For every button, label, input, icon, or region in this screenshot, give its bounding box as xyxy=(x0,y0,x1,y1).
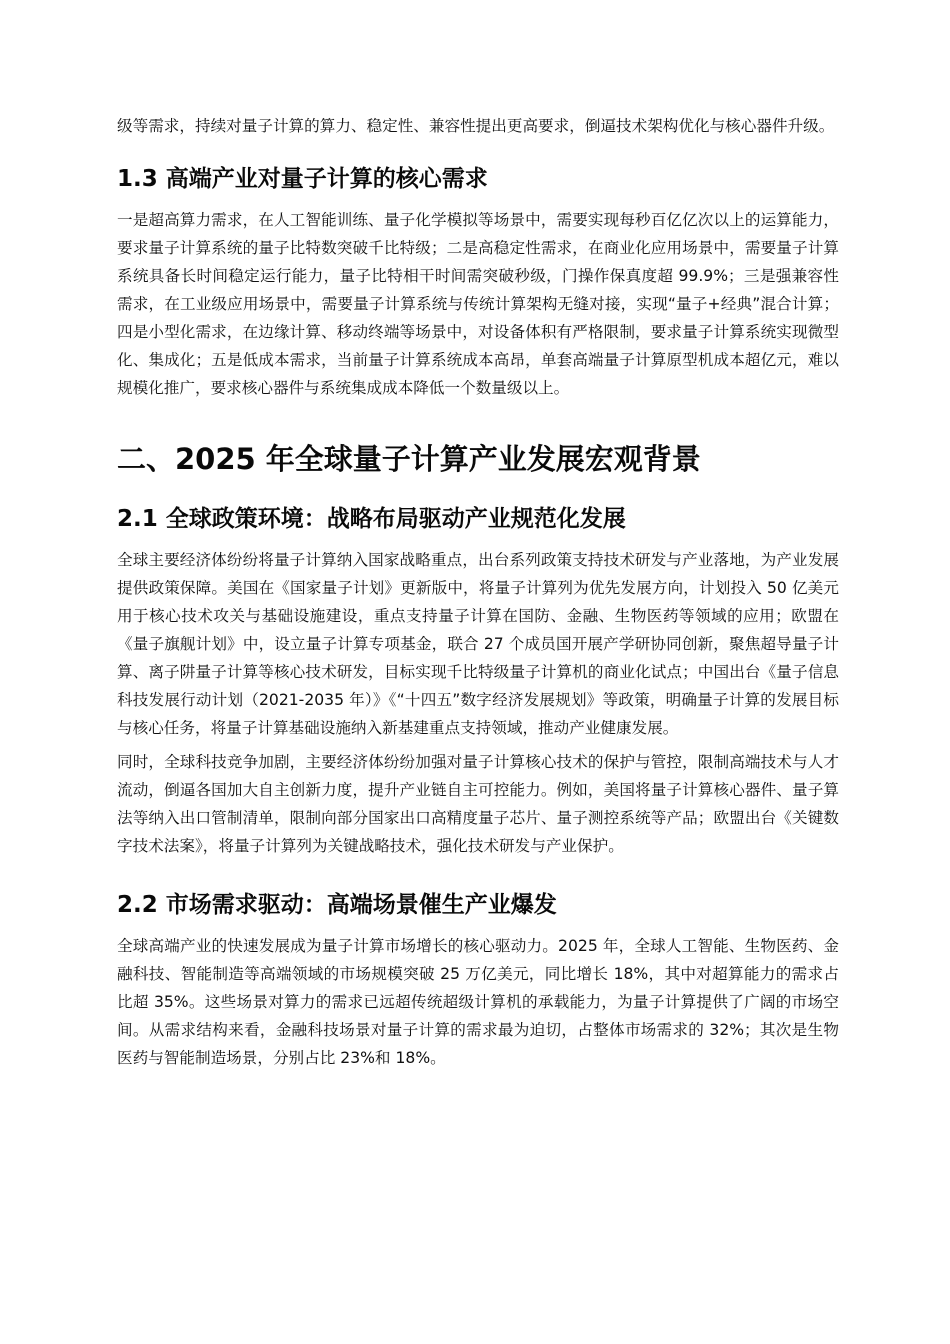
section-heading-2-1: 2.1 全球政策环境：战略布局驱动产业规范化发展 xyxy=(117,506,626,532)
section-heading-1-3: 1.3 高端产业对量子计算的核心需求 xyxy=(117,166,488,192)
chapter-heading-2: 二、2025 年全球量子计算产业发展宏观背景 xyxy=(117,442,701,476)
section-2-1-paragraph-2: 同时，全球科技竞争加剧，主要经济体纷纷加强对量子计算核心技术的保护与管控，限制高端技术与人才流动，倒逼各国加大自主创新力度，提升产业链自主可控能力。例如，美国将量子计算核心器件、量子算法等纳入出口管制清单，限制向部分国家出口高精度量子芯片、量子测控系统等产品；欧盟出台《关键数字技术法案》，将量子计算列为关键战略技术，强化技术研发与产业保护。 xyxy=(117,753,839,855)
section-heading-2-2: 2.2 市场需求驱动：高端场景催生产业爆发 xyxy=(117,892,557,918)
section-2-2-paragraph-1: 全球高端产业的快速发展成为量子计算市场增长的核心驱动力。2025 年，全球人工智能、生物医药、金融科技、智能制造等高端领域的市场规模突破 25 万亿美元，同比增长 18%，其中对超算能力的需求占比超 35%。这些场景对算力的需求已远超传统超级计算机的承载能力，为量子计算提供了广阔的市场空间。从需求结构来看，金融科技场景对量子计算的需求最为迫切，占整体市场需求的 32%；其次是生物医药与智能制造场景，分别占比 23%和 18%。 xyxy=(117,937,839,1067)
section-2-1-paragraph-1: 全球主要经济体纷纷将量子计算纳入国家战略重点，出台系列政策支持技术研发与产业落地，为产业发展提供政策保障。美国在《国家量子计划》更新版中，将量子计算列为优先发展方向，计划投入 50 亿美元用于核心技术攻关与基础设施建设，重点支持量子计算在国防、金融、生物医药等领域的应用；欧盟在《量子旗舰计划》中，设立量子计算专项基金，联合 27 个成员国开展产学研协同创新，聚焦超导量子计算、离子阱量子计算等核心技术研发，目标实现千比特级量子计算机的商业化试点；中国出台《量子信息科技发展行动计划（2021-2035 年）》《“十四五”数字经济发展规划》等政策，明确量子计算的发展目标与核心任务，将量子计算基础设施纳入新基建重点支持领域，推动产业健康发展。 xyxy=(117,551,839,737)
document-page xyxy=(117,112,839,1072)
intro-paragraph: 级等需求，持续对量子计算的算力、稳定性、兼容性提出更高要求，倒逼技术架构优化与核心器件升级。 xyxy=(117,117,835,135)
section-1-3-paragraph: 一是超高算力需求，在人工智能训练、量子化学模拟等场景中，需要实现每秒百亿亿次以上的运算能力，要求量子计算系统的量子比特数突破千比特级；二是高稳定性需求，在商业化应用场景中，需要量子计算系统具备长时间稳定运行能力，量子比特相干时间需突破秒级，门操作保真度超 99.9%；三是强兼容性需求，在工业级应用场景中，需要量子计算系统与传统计算架构无缝对接，实现“量子+经典”混合计算；四是小型化需求，在边缘计算、移动终端等场景中，对设备体积有严格限制，要求量子计算系统实现微型化、集成化；五是低成本需求，当前量子计算系统成本高昂，单套高端量子计算原型机成本超亿元，难以规模化推广，要求核心器件与系统集成成本降低一个数量级以上。 xyxy=(117,211,839,397)
